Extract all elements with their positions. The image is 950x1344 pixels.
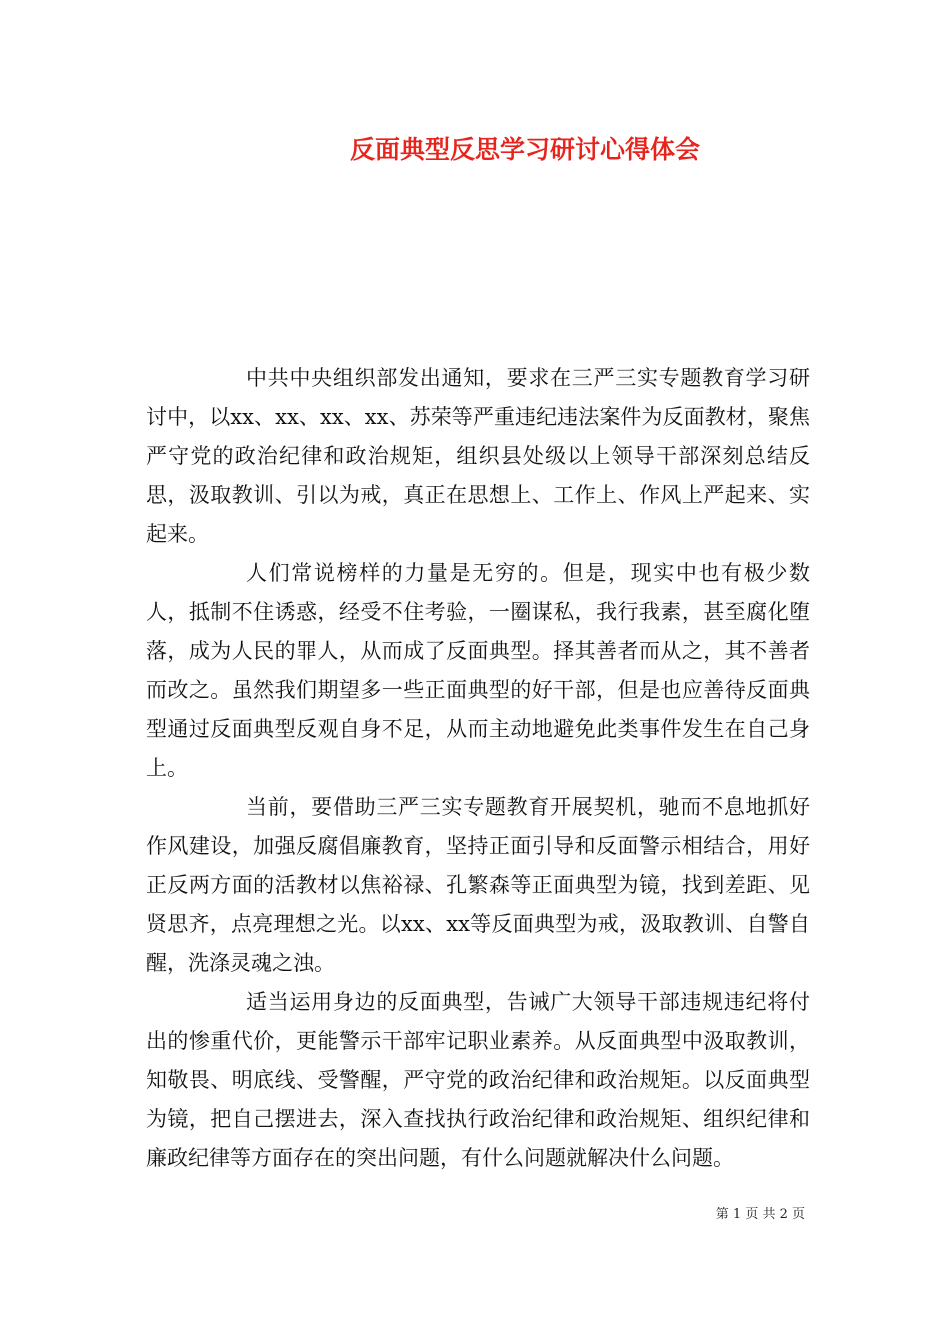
document-body xyxy=(146,359,810,1178)
paragraph-1: 中共中央组织部发出通知，要求在三严三实专题教育学习研讨中，以xx、xx、xx、xx、苏荣等严重违纪违法案件为反面教材，聚焦严守党的政治纪律和政治规矩，组织县处级以上领导干部深刻总结反思，汲取教训、引以为戒，真正在思想上、工作上、作风上严起来、实起来。 xyxy=(146,366,810,546)
paragraph-4: 适当运用身边的反面典型，告诫广大领导干部违规违纪将付出的惨重代价，更能警示干部牢记职业素养。从反面典型中汲取教训，知敬畏、明底线、受警醒，严守党的政治纪律和政治规矩。以反面典型为镜，把自己摆进去，深入查找执行政治纪律和政治规矩、组织纪律和廉政纪律等方面存在的突出问题，有什么问题就解决什么问题。 xyxy=(146,990,810,1170)
paragraph-2: 人们常说榜样的力量是无穷的。但是，现实中也有极少数人，抵制不住诱惑，经受不住考验，一圈谋私，我行我素，甚至腐化堕落，成为人民的罪人，从而成了反面典型。择其善者而从之，其不善者而改之。虽然我们期望多一些正面典型的好干部，但是也应善待反面典型通过反面典型反观自身不足，从而主动地避免此类事件发生在自己身上。 xyxy=(146,561,810,780)
paragraph-3: 当前，要借助三严三实专题教育开展契机，驰而不息地抓好作风建设，加强反腐倡廉教育，坚持正面引导和反面警示相结合，用好正反两方面的活教材以焦裕禄、孔繁森等正面典型为镜，找到差距、见贤思齐，点亮理想之光。以xx、xx等反面典型为戒，汲取教训、自警自醒，洗涤灵魂之浊。 xyxy=(146,795,810,975)
document-title: 反面典型反思学习研讨心得体会 xyxy=(349,135,700,164)
page-number-footer: 第 1 页 共 2 页 xyxy=(715,1207,805,1222)
